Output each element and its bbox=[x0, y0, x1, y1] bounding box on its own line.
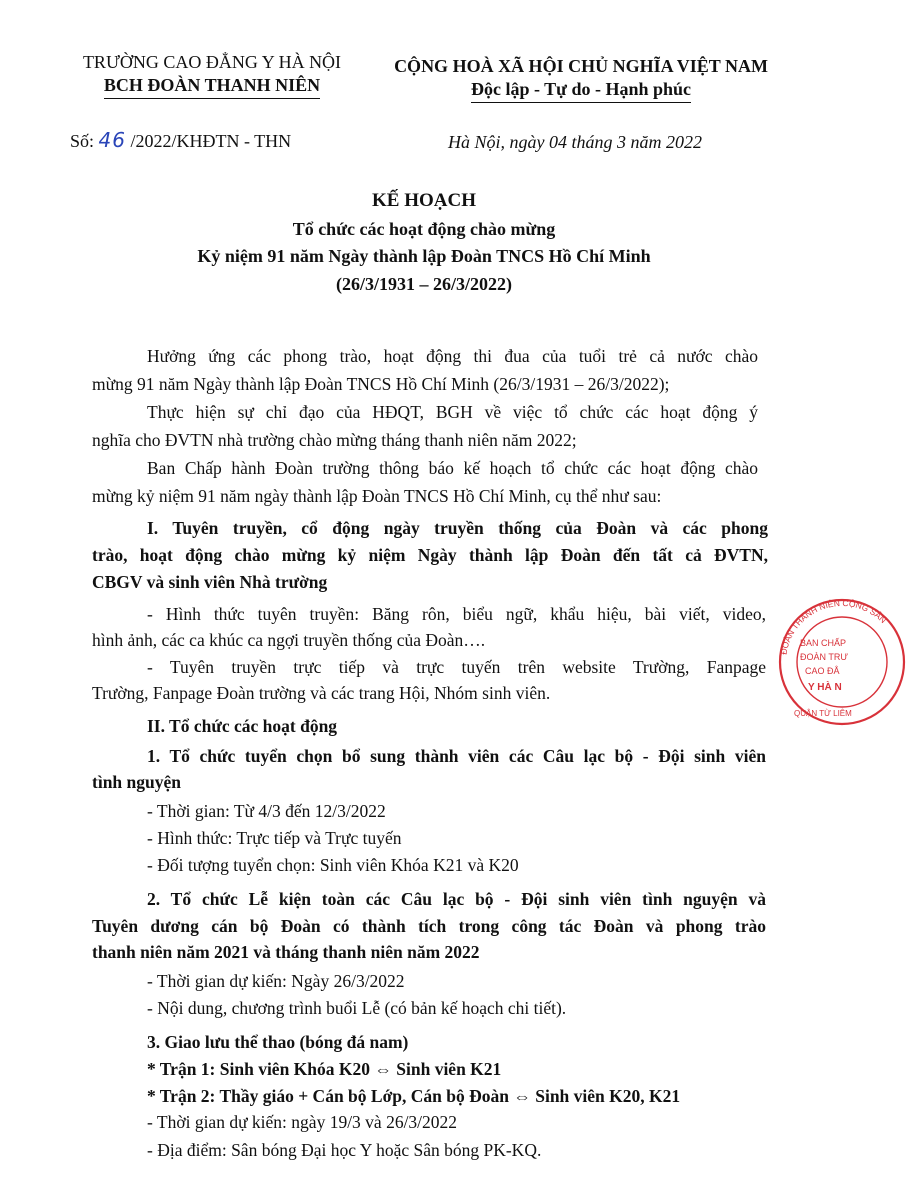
item1-heading: 1. Tổ chức tuyển chọn bổ sung thành viên các Câu lạc bộ - Đội sinh viên bbox=[147, 746, 766, 766]
item1-heading: tình nguyện bbox=[92, 772, 181, 792]
section1-heading: trào, hoạt động chào mừng kỷ niệm Ngày thành lập Đoàn đến tất cả ĐVTN, bbox=[92, 545, 768, 565]
place-date: Hà Nội, ngày 04 tháng 3 năm 2022 bbox=[448, 132, 702, 152]
item2-heading: thanh niên năm 2021 và tháng thanh niên năm 2022 bbox=[92, 942, 480, 962]
match-1: * Trận 1: Sinh viên Khóa K20 ⇔ Sinh viên K21 bbox=[147, 1059, 502, 1079]
section1-body: hình ảnh, các ca khúc ca ngợi truyền thống của Đoàn…. bbox=[92, 630, 486, 650]
item3-heading: 3. Giao lưu thể thao (bóng đá nam) bbox=[147, 1032, 409, 1052]
org-name: TRƯỜNG CAO ĐẲNG Y HÀ NỘI bbox=[82, 52, 342, 72]
item3-body: - Địa điểm: Sân bóng Đại học Y hoặc Sân bóng PK-KQ. bbox=[147, 1140, 542, 1160]
handwritten-number: 46 bbox=[98, 128, 126, 152]
svg-text:CAO ĐẲ: CAO ĐẲ bbox=[805, 666, 840, 676]
match-2: * Trận 2: Thầy giáo + Cán bộ Lớp, Cán bộ Đoàn ⇔ Sinh viên K20, K21 bbox=[147, 1086, 681, 1106]
nation-title: CỘNG HOÀ XÃ HỘI CHỦ NGHĨA VIỆT NAM bbox=[394, 56, 768, 76]
doc-subtitle-3: (26/3/1931 – 26/3/2022) bbox=[336, 274, 512, 294]
doc-subtitle-2: Kỷ niệm 91 năm Ngày thành lập Đoàn TNCS Hồ Chí Minh bbox=[197, 246, 651, 266]
stamp-seal-icon bbox=[760, 598, 920, 726]
intro-line: mừng 91 năm Ngày thành lập Đoàn TNCS Hồ Chí Minh (26/3/1931 – 26/3/2022); bbox=[92, 374, 670, 394]
item2-heading: Tuyên dương cán bộ Đoàn có thành tích trong công tác Đoàn và phong trào bbox=[92, 916, 766, 936]
item2-heading: 2. Tổ chức Lễ kiện toàn các Câu lạc bộ - Đội sinh viên tình nguyện và bbox=[147, 889, 766, 909]
section1-body: - Hình thức tuyên truyền: Băng rôn, biểu ngữ, khẩu hiệu, bài viết, video, bbox=[147, 604, 766, 624]
svg-text:ĐOÀN THANH NIÊN CỘNG SẢN: ĐOÀN THANH NIÊN CỘNG SẢN bbox=[778, 598, 889, 656]
item3-body: - Thời gian dự kiến: ngày 19/3 và 26/3/2022 bbox=[147, 1112, 458, 1132]
intro-line: Thực hiện sự chỉ đạo của HĐQT, BGH về việc tổ chức các hoạt động ý bbox=[147, 402, 758, 422]
nation-motto: Độc lập - Tự do - Hạnh phúc bbox=[358, 77, 804, 103]
intro-line: nghĩa cho ĐVTN nhà trường chào mừng tháng thanh niên năm 2022; bbox=[92, 430, 577, 450]
svg-text:Y HÀ N: Y HÀ N bbox=[808, 682, 842, 693]
section1-body: - Tuyên truyền trực tiếp và trực tuyến trên website Trường, Fanpage bbox=[147, 657, 766, 677]
section1-heading: CBGV và sinh viên Nhà trường bbox=[92, 572, 328, 592]
item1-body: - Đối tượng tuyển chọn: Sinh viên Khóa K21 và K20 bbox=[147, 855, 519, 875]
intro-line: mừng kỷ niệm 91 năm ngày thành lập Đoàn TNCS Hồ Chí Minh, cụ thể như sau: bbox=[92, 486, 662, 506]
doc-subtitle-1: Tổ chức các hoạt động chào mừng bbox=[292, 219, 556, 239]
item2-body: - Thời gian dự kiến: Ngày 26/3/2022 bbox=[147, 971, 405, 991]
item1-body: - Hình thức: Trực tiếp và Trực tuyến bbox=[147, 828, 402, 848]
svg-text:QUẬN TỪ LIÊM: QUẬN TỪ LIÊM bbox=[794, 709, 852, 718]
org-unit: BCH ĐOÀN THANH NIÊN bbox=[72, 73, 352, 99]
document-number: Số: 46 /2022/KHĐTN - THN bbox=[70, 128, 292, 152]
item2-body: - Nội dung, chương trình buổi Lễ (có bản kế hoạch chi tiết). bbox=[147, 998, 567, 1018]
doc-title: KẾ HOẠCH bbox=[372, 190, 476, 211]
official-stamp bbox=[760, 598, 889, 726]
intro-line: Hưởng ứng các phong trào, hoạt động thi đua của tuổi trẻ cả nước chào bbox=[147, 346, 758, 366]
svg-text:BAN CHẤP: BAN CHẤP bbox=[800, 638, 847, 648]
svg-text:ĐOÀN TRƯ: ĐOÀN TRƯ bbox=[800, 652, 849, 662]
item1-body: - Thời gian: Từ 4/3 đến 12/3/2022 bbox=[147, 801, 386, 821]
section1-body: Trường, Fanpage Đoàn trường và các trang Hội, Nhóm sinh viên. bbox=[92, 683, 551, 703]
intro-line: Ban Chấp hành Đoàn trường thông báo kế hoạch tổ chức các hoạt động chào bbox=[147, 458, 758, 478]
section2-heading: II. Tổ chức các hoạt động bbox=[147, 716, 338, 736]
section1-heading: I. Tuyên truyền, cổ động ngày truyền thống của Đoàn và các phong bbox=[147, 518, 768, 538]
